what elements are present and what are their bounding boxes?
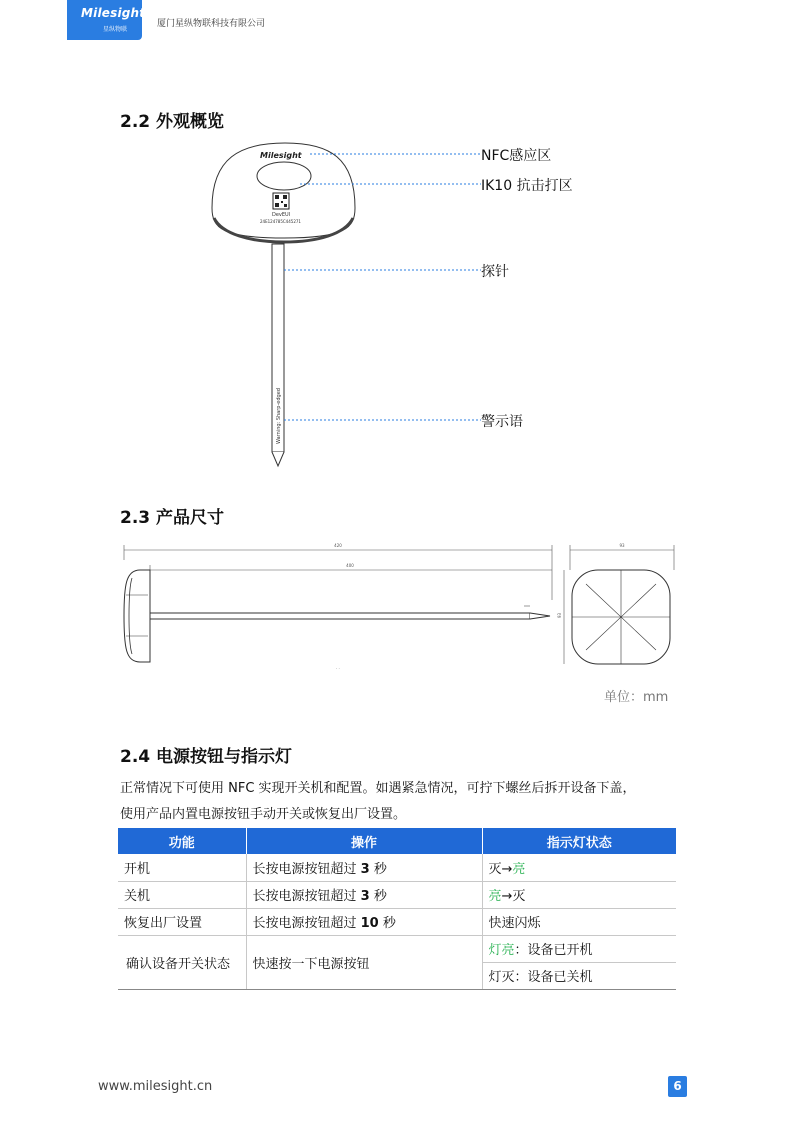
table-row	[118, 935, 676, 962]
row-status-off: 灯灭：设备已关机	[482, 962, 676, 989]
probe-warning-text: Warning: Sharp-edged	[276, 388, 282, 444]
probe-tip	[272, 452, 284, 466]
row-function: 恢复出厂设置	[118, 908, 246, 935]
table-row	[118, 854, 676, 881]
device-label-deveui: DevEUI	[272, 212, 291, 218]
company-name: 厦门星纵物联科技有限公司	[157, 19, 266, 29]
section-title-power-button: 2.4 电源按钮与指示灯	[120, 747, 293, 767]
table-header-status: 指示灯状态	[482, 828, 676, 854]
intro-paragraph	[120, 776, 680, 828]
row-function: 确认设备开关状态	[118, 935, 246, 989]
callout-warning: 警示语	[481, 414, 523, 430]
row-status: 快速闪烁	[482, 908, 676, 935]
row-function: 关机	[118, 881, 246, 908]
row-operation: 长按电源按钮超过 10 秒	[246, 908, 482, 935]
unit-label: 单位：mm	[604, 690, 669, 705]
row-status: 灭→亮	[482, 854, 676, 881]
qr-code	[273, 193, 289, 209]
callout-probe: 探针	[481, 264, 509, 280]
device-logo: Milesight	[260, 151, 302, 160]
dim-width-label: 93	[619, 543, 625, 548]
row-status-on: 灯亮：设备已开机	[482, 935, 676, 962]
dim-height-label: 93	[557, 612, 562, 618]
table-row	[118, 908, 676, 935]
intro-line-2: 使用产品内置电源按钮手动开关或恢复出厂设置。	[120, 807, 407, 822]
side-view-head	[124, 570, 150, 662]
footer-url[interactable]: www.milesight.cn	[98, 1079, 213, 1094]
row-operation: 长按电源按钮超过 3 秒	[246, 854, 482, 881]
row-function: 开机	[118, 854, 246, 881]
intro-line-1: 正常情况下可使用 NFC 实现开关机和配置。如遇紧急情况，可拧下螺丝后拆开设备下盖，	[120, 781, 636, 796]
section-title-appearance: 2.2 外观概览	[120, 112, 225, 132]
device-label-code: 24E124785C445271	[260, 219, 301, 224]
device-appearance-diagram	[200, 138, 500, 478]
nfc-area	[257, 162, 311, 190]
table-row	[118, 881, 676, 908]
callout-nfc: NFC感应区	[481, 148, 552, 164]
section-title-dimensions: 2.3 产品尺寸	[120, 508, 225, 528]
callout-ik10: IK10 抗击打区	[481, 178, 573, 194]
power-button-table	[118, 828, 676, 990]
logo-text: Milesight	[81, 6, 146, 20]
table-header-function: 功能	[118, 828, 246, 854]
row-operation: 快速按一下电源按钮	[246, 935, 482, 989]
table-header-operation: 操作	[246, 828, 482, 854]
brand-logo	[67, 0, 146, 40]
page-number: 6	[668, 1076, 687, 1097]
table-header-row	[118, 828, 676, 854]
side-view-probe	[150, 613, 530, 619]
row-operation: 长按电源按钮超过 3 秒	[246, 881, 482, 908]
logo-subtext: 星纵物联	[103, 26, 128, 33]
dim-probe-label: 400	[346, 563, 354, 568]
dimension-drawing	[118, 540, 678, 680]
svg-text:· ·: · ·	[336, 666, 340, 671]
row-status: 亮→灭	[482, 881, 676, 908]
dim-total-label: 420	[334, 543, 342, 548]
